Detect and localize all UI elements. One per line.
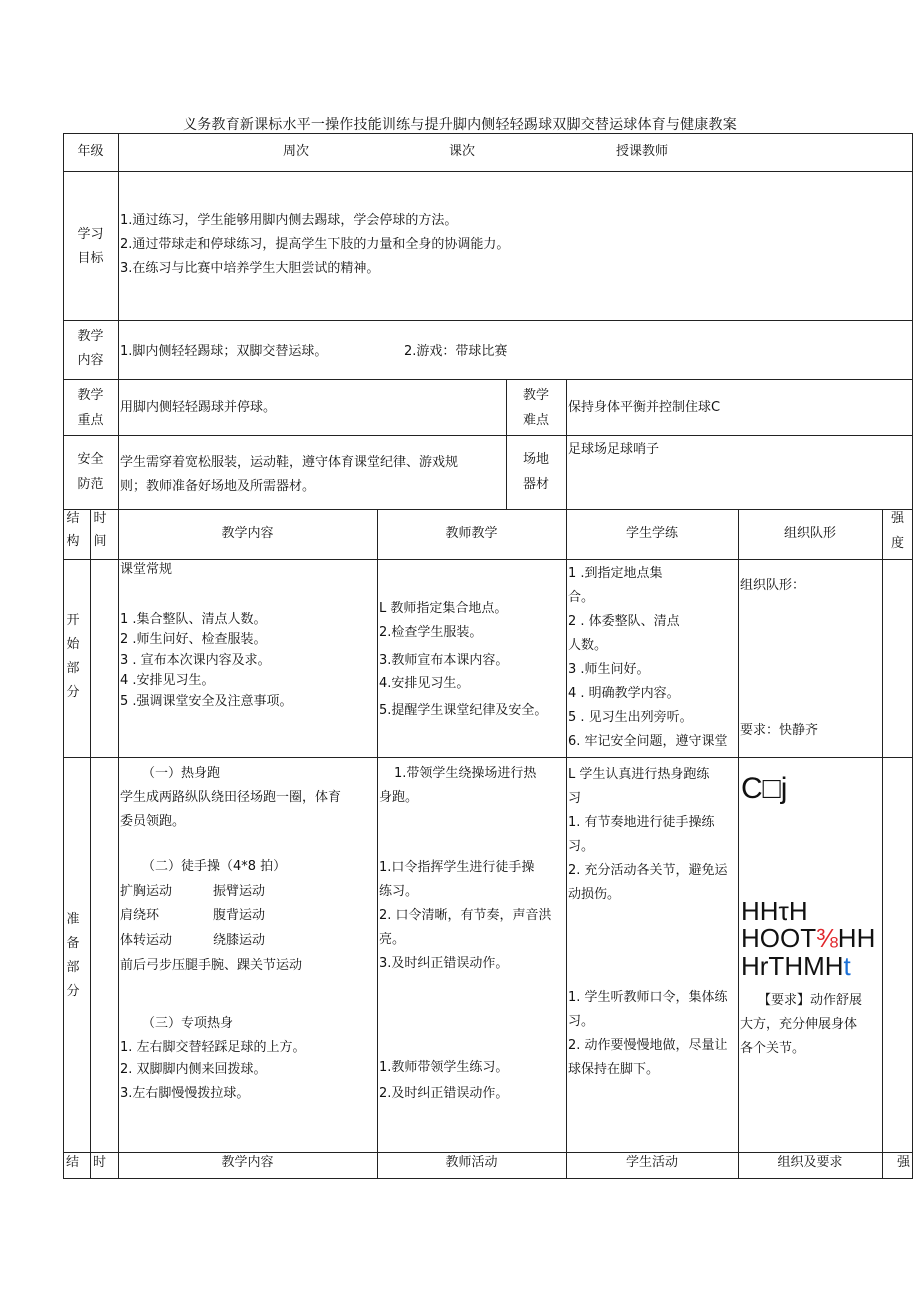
footer-structure: 结 — [66, 1155, 80, 1170]
start-student-item: 3 .师生问好。 — [568, 662, 650, 677]
col-formation: 组织队形 — [783, 526, 836, 541]
exercise: 振臂运动 — [213, 884, 266, 899]
start-section-label: 开 始 部 分 — [66, 613, 80, 700]
exercise: 扩胸运动 — [120, 884, 173, 899]
prep-sec3-item: 1. 左右脚交替轻踩足球的上方。 — [120, 1040, 306, 1055]
col-teacher: 教师教学 — [445, 526, 498, 541]
start-requirement: 要求：快静齐 — [740, 723, 819, 738]
start-teacher-item: 2.检查学生服装。 — [379, 625, 483, 640]
start-teacher-item: 5.提醒学生课堂纪律及安全。 — [379, 703, 548, 718]
col-time-1: 时 — [93, 511, 107, 526]
prep-sec1-title: （一）热身跑 — [142, 766, 221, 781]
lesson-label: 课次 — [449, 144, 476, 159]
start-student-item: 合。 — [568, 590, 595, 605]
teacher-label: 授课教师 — [616, 144, 669, 159]
safety-label-1: 安全 — [77, 452, 104, 467]
exercise: 肩绕环 — [120, 908, 160, 923]
objective-item: 3.在练习与比赛中培养学生大胆尝试的精神。 — [120, 261, 380, 276]
footer-teacher: 教师活动 — [445, 1155, 498, 1170]
prep-teacher-line: 身跑。 — [379, 790, 419, 805]
prep-teacher-line: 1.带领学生绕操场进行热 — [394, 766, 537, 781]
footer-org: 组织及要求 — [777, 1155, 843, 1170]
prep-sec3-item: 2. 双脚脚内侧来回拨球。 — [120, 1062, 267, 1077]
start-student-item: 2 . 体委整队、清点 — [568, 614, 680, 629]
col-time-2: 间 — [93, 534, 107, 549]
prep-teacher-line: 2.及时纠正错误动作。 — [379, 1086, 509, 1101]
formation-glyph-row: HOOT⅜HH — [741, 923, 876, 953]
footer-content: 教学内容 — [221, 1155, 274, 1170]
footer-time: 时 — [93, 1155, 107, 1170]
objectives-list — [120, 209, 509, 281]
prep-sec2-title: （二）徒手操（4*8 拍） — [142, 859, 287, 874]
col-content: 教学内容 — [221, 526, 274, 541]
footer-intensity: 强 — [897, 1155, 911, 1170]
start-teacher-item: L 教师指定集合地点。 — [379, 601, 508, 616]
content-item-1: 1.脚内侧轻轻踢球；双脚交替运球。 — [120, 344, 328, 359]
start-student-list — [568, 560, 736, 756]
safety-line-1: 学生需穿着宽松服装，运动鞋，遵守体育课堂纪律、游戏规 — [120, 455, 459, 470]
col-intensity-2: 度 — [890, 536, 904, 551]
equipment-text: 足球场足球哨子 — [568, 442, 660, 457]
keypoints-text: 用脚内侧轻轻踢球并停球。 — [120, 400, 277, 415]
exercise: 腹背运动 — [213, 908, 266, 923]
start-content-item: 1 .集合整队、清点人数。 — [120, 612, 267, 627]
col-structure-1: 结 — [66, 511, 80, 526]
prep-section-label: 准 备 部 分 — [66, 912, 80, 999]
objective-item: 1.通过练习，学生能够用脚内侧去踢球，学会停球的方法。 — [120, 213, 458, 228]
prep-student-list-2: 1. 学生听教师口令，集体练 习。 2. 动作要慢慢地做，尽量让 球保持在脚下。 — [568, 990, 728, 1077]
formation-glyph: HHτH — [741, 896, 808, 926]
start-student-item — [568, 754, 728, 756]
start-student-item: 1 .到指定地点集 — [568, 566, 663, 581]
prep-student-list: L 学生认真进行热身跑练 习 1. 有节奏地进行徒手操练 习。 2. 充分活动各关节，避免运 动损伤。 — [568, 767, 728, 902]
content-item-2: 2.游戏：带球比赛 — [404, 344, 508, 359]
difficulty-text: 保持身体平衡并控制住球C — [568, 400, 721, 415]
col-intensity-1: 强 — [890, 511, 904, 526]
exercise: 绕膝运动 — [213, 933, 266, 948]
equipment-label-2: 器材 — [522, 477, 549, 492]
prep-sec3-title: （三）专项热身 — [142, 1016, 234, 1031]
start-formation-label: 组织队形： — [740, 578, 806, 593]
safety-line-2: 则；教师准备好场地及所需器材。 — [120, 479, 316, 494]
difficulty-label-2: 难点 — [522, 413, 549, 428]
start-content-item: 3 . 宣布本次课内容及求。 — [120, 653, 271, 668]
start-content-title: 课堂常规 — [120, 562, 173, 577]
prep-teacher-line: 1.教师带领学生练习。 — [379, 1060, 509, 1075]
week-label: 周次 — [283, 144, 310, 159]
exercise: 体转运动 — [120, 933, 173, 948]
col-structure-2: 构 — [66, 534, 80, 549]
page-title: 义务教育新课标水平一操作技能训练与提升脚内侧轻轻踢球双脚交替运球体育与健康教案 — [183, 117, 737, 133]
start-student-item: 6. 牢记安全问题，遵守课堂 — [568, 734, 728, 749]
objective-item: 2.通过带球走和停球练习，提高学生下肢的力量和全身的协调能力。 — [120, 237, 510, 252]
keypoints-label-1: 教学 — [77, 388, 104, 403]
grade-label: 年级 — [77, 144, 104, 159]
equipment-label-1: 场地 — [522, 452, 549, 467]
content-label-1: 教学 — [77, 329, 104, 344]
keypoints-label-2: 重点 — [77, 413, 104, 428]
prep-teacher-list: 1.口令指挥学生进行徒手操 练习。 2. 口令清晰，有节奏，声音洪 亮。 3.及时纠正错误动作。 — [379, 860, 552, 971]
footer-student: 学生活动 — [625, 1155, 678, 1170]
start-student-item: 4 . 明确教学内容。 — [568, 686, 680, 701]
start-student-item: 人数。 — [568, 638, 608, 653]
safety-label-2: 防范 — [77, 477, 104, 492]
start-student-item: 5 . 见习生出列旁听。 — [568, 710, 693, 725]
start-content-item: 5 .强调课堂安全及注意事项。 — [120, 694, 293, 709]
start-teacher-item: 3.教师宣布本课内容。 — [379, 653, 509, 668]
col-student: 学生学练 — [625, 526, 678, 541]
prep-sec1-line: 委员领跑。 — [120, 814, 186, 829]
formation-glyph-row: HrTHMHt — [741, 951, 851, 981]
objectives-label-1: 学习 — [77, 227, 104, 242]
formation-glyph: C□j — [741, 772, 788, 805]
start-teacher-item: 4.安排见习生。 — [379, 676, 470, 691]
prep-requirement: 【要求】动作舒展 大方，充分伸展身体 各个关节。 — [740, 993, 863, 1056]
difficulty-label-1: 教学 — [522, 388, 549, 403]
lesson-table — [63, 133, 913, 1179]
prep-sec3-item: 3.左右脚慢慢拨拉球。 — [120, 1086, 250, 1101]
start-content-item: 4 .安排见习生。 — [120, 673, 215, 688]
prep-sec1-line: 学生成两路纵队绕田径场跑一圈，体育 — [120, 790, 342, 805]
content-label-2: 内容 — [77, 353, 104, 368]
exercise: 前后弓步压腿手腕、踝关节运动 — [120, 958, 303, 973]
start-content-item: 2 .师生问好、检查服装。 — [120, 632, 267, 647]
objectives-label-2: 目标 — [77, 251, 104, 266]
